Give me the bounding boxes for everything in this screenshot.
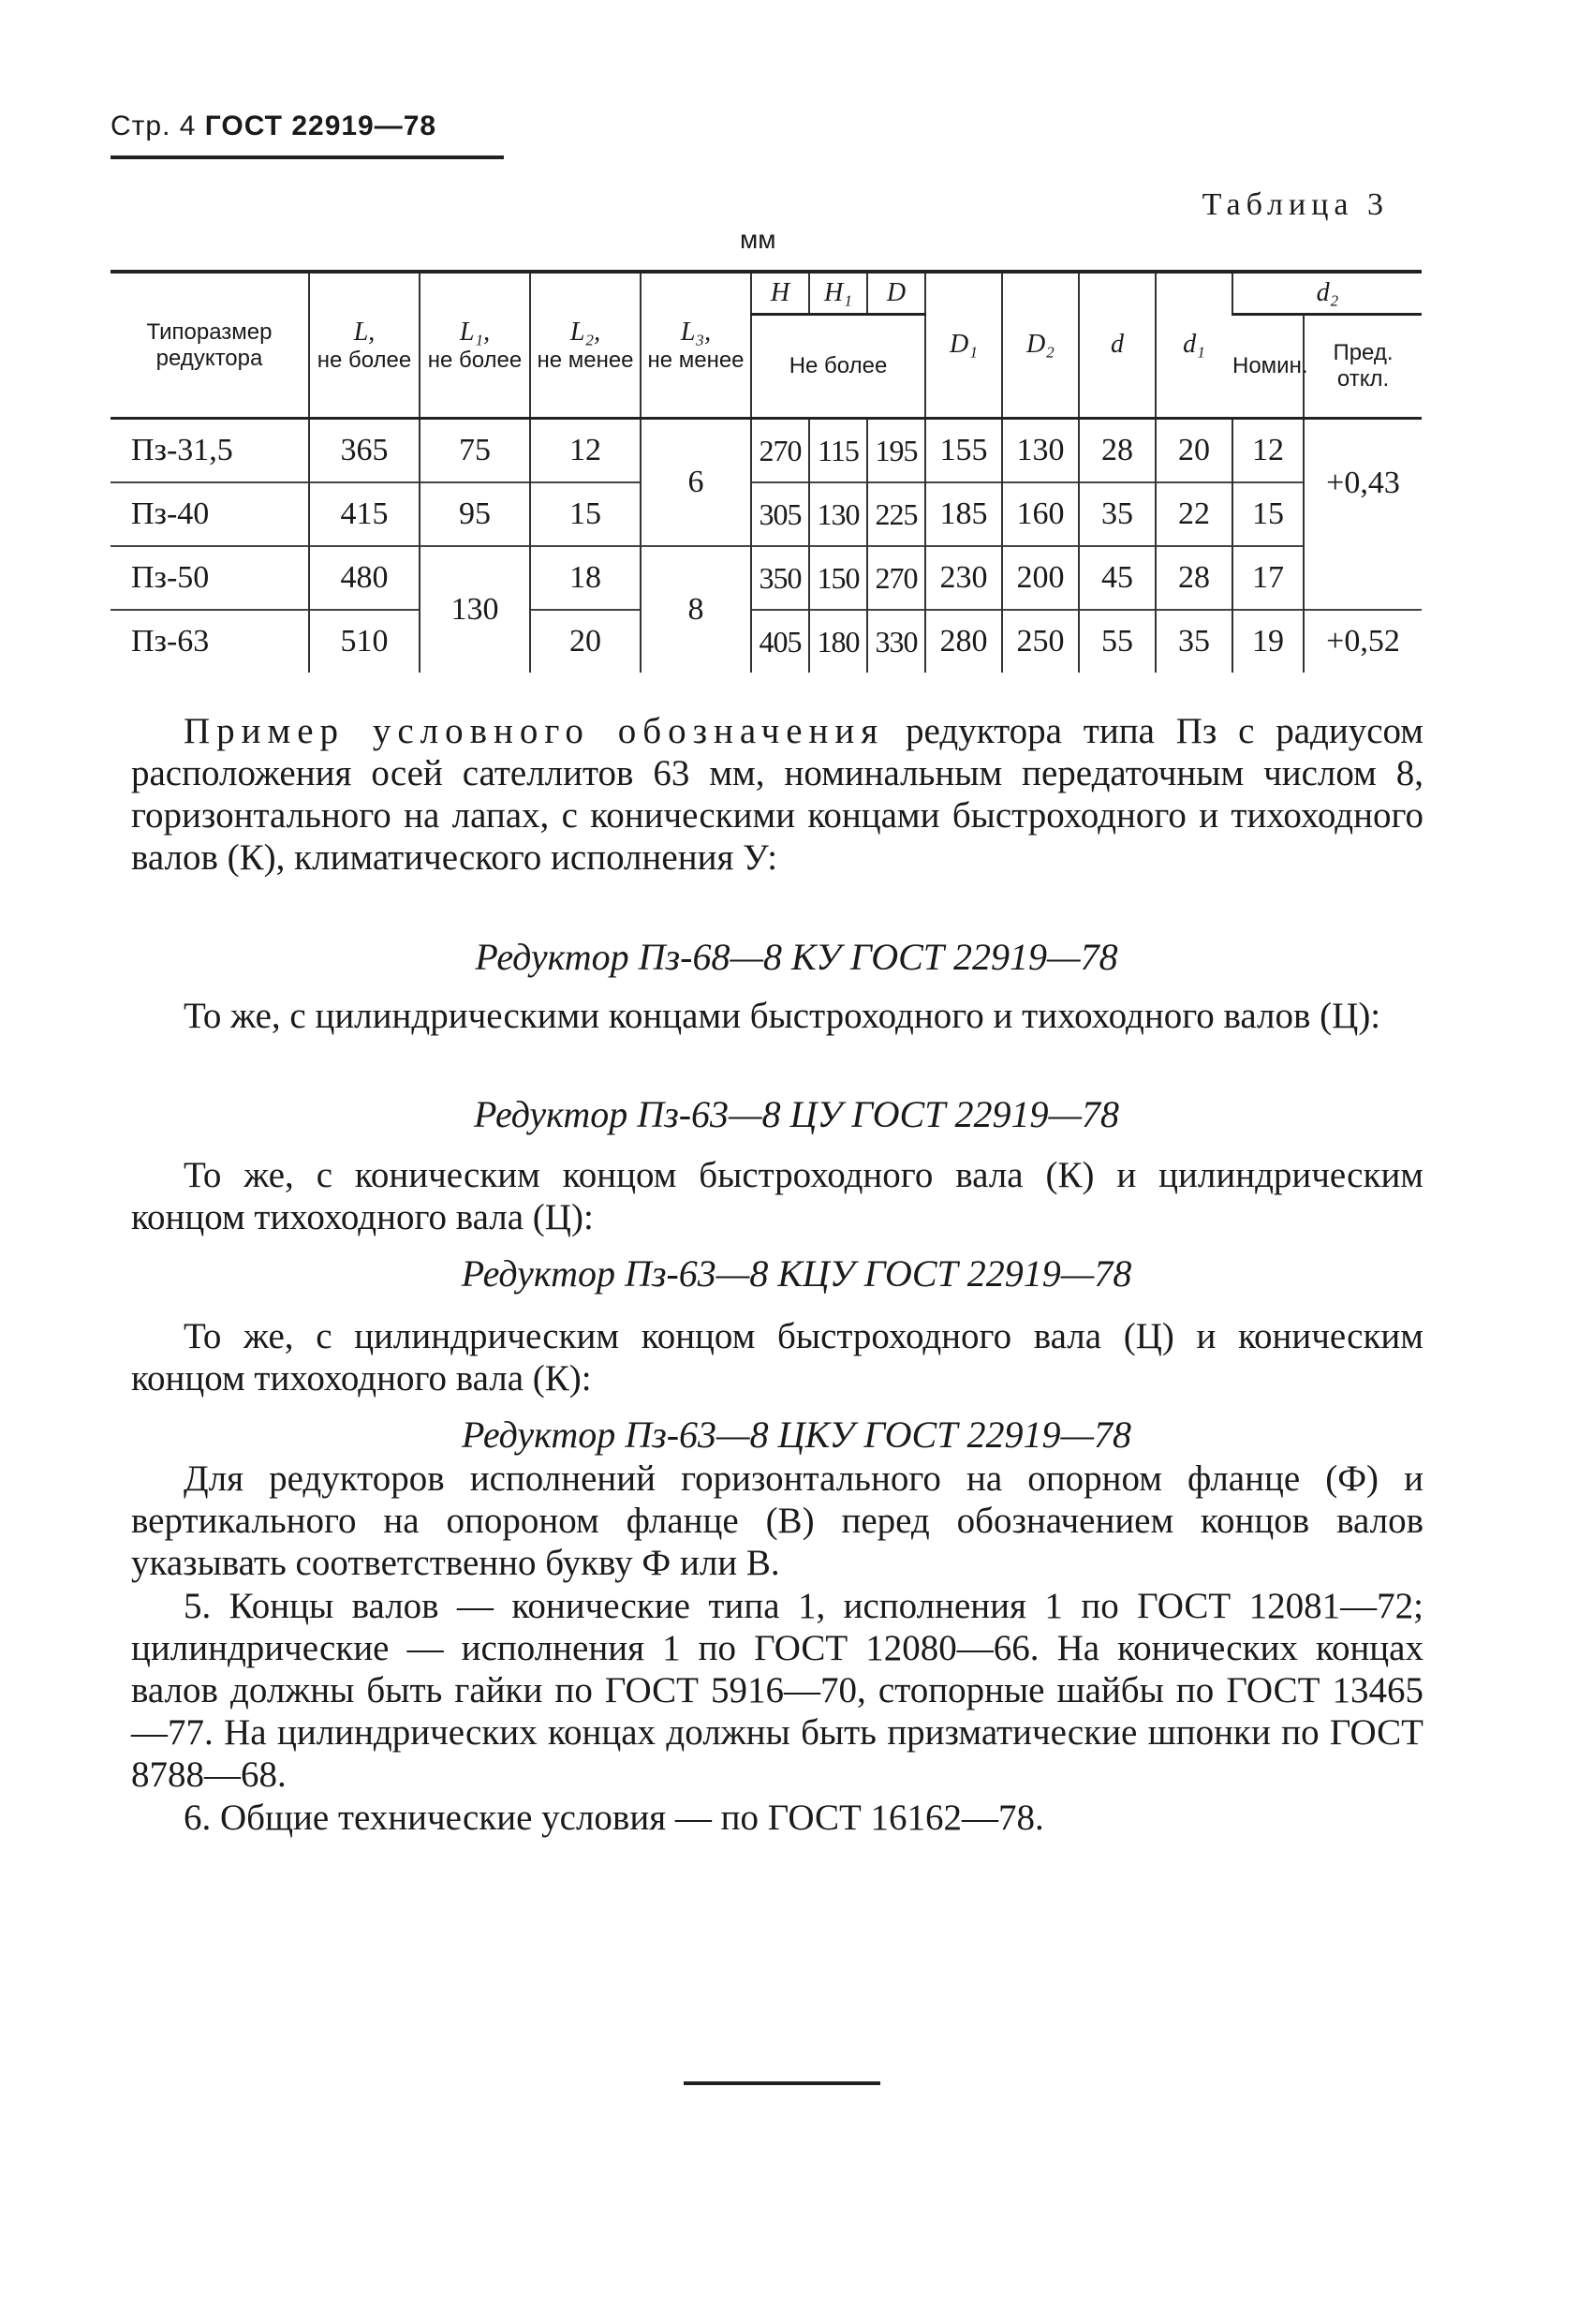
cell-L: 510: [309, 610, 420, 673]
header-underline: [111, 155, 504, 159]
table-row: [111, 419, 1422, 483]
col-D: D: [867, 272, 925, 315]
table-unit: мм: [740, 225, 776, 254]
cell-L: 415: [309, 482, 420, 546]
paragraph-3: То же, с коническим концом быстроходного вала (К) и цилиндрическим концом тихоходного вала (Ц):: [131, 1155, 1423, 1237]
example-heading: Пример условного обозначения: [184, 711, 885, 751]
cell-H: 350: [751, 546, 809, 610]
paragraph-4: То же, с цилиндрическим концом быстроходного вала (Ц) и коническим концом тихоходного вала (К):: [131, 1316, 1423, 1399]
cell-H1: 115: [809, 419, 867, 483]
cell-L1: 95: [420, 482, 530, 546]
dimensions-table-wrapper: [111, 270, 1422, 673]
cell-L2: 12: [530, 419, 641, 483]
cell-D: 270: [867, 546, 925, 610]
table-row: [111, 610, 1422, 673]
cell-L: 365: [309, 419, 420, 483]
designation-example-4: Редуктор Пз-63—8 ЦКУ ГОСТ 22919—78: [461, 1414, 1132, 1456]
col-L1: L₁, не более: [420, 272, 530, 419]
cell-d1: 22: [1156, 482, 1232, 546]
cell-D: 225: [867, 482, 925, 546]
col-d2-nom: Номин.: [1232, 315, 1304, 419]
page-header: [111, 111, 436, 142]
cell-d1: 28: [1156, 546, 1232, 610]
cell-name: Пз-31,5: [131, 433, 233, 467]
paragraph-text: редуктора типа Пз с радиусом расположения осей сателлитов 63 мм, номинальным передаточным числом 8, горизонтального на лапах, с коническими концами быстроходного и тихоходного валов (К), климатического исполнения У:: [131, 711, 1423, 878]
cell-tol: +0,52: [1304, 610, 1422, 673]
standard-number: ГОСТ 22919—78: [204, 111, 437, 141]
cell-H: 405: [751, 610, 809, 673]
cell-L1: 75: [420, 419, 530, 483]
cell-d: 28: [1079, 419, 1156, 483]
table-row: [111, 546, 1422, 610]
cell-L: 480: [309, 546, 420, 610]
col-d: d: [1079, 272, 1156, 419]
cell-D2: 200: [1002, 546, 1079, 610]
col-L3: L₃, не менее: [641, 272, 751, 419]
cell-L3: 6: [641, 419, 751, 547]
col-L: L, не более: [309, 272, 420, 419]
cell-D1: 155: [925, 419, 1002, 483]
cell-H1: 180: [809, 610, 867, 673]
cell-d: 35: [1079, 482, 1156, 546]
cell-L2: 15: [530, 482, 641, 546]
table-row: [111, 482, 1422, 546]
paragraph-example-intro: [131, 710, 1423, 879]
cell-D: 330: [867, 610, 925, 673]
end-rule: [684, 2081, 880, 2085]
dimensions-table: [111, 270, 1422, 673]
paragraph-2: То же, с цилиндрическими концами быстроходного и тихоходного валов (Ц):: [184, 996, 1381, 1036]
cell-d: 55: [1079, 610, 1156, 673]
cell-nom: 19: [1232, 610, 1304, 673]
cell-tol: +0,43: [1304, 419, 1422, 547]
cell-L2: 20: [530, 610, 641, 673]
col-D2: D₂: [1002, 272, 1079, 419]
designation-example-2: Редуктор Пз-63—8 ЦУ ГОСТ 22919—78: [473, 1093, 1120, 1135]
cell-d: 45: [1079, 546, 1156, 610]
cell-name: Пз-50: [111, 546, 309, 610]
cell-name: Пз-63: [111, 610, 309, 673]
cell-d1: 20: [1156, 419, 1232, 483]
col-d1: d₁: [1156, 272, 1232, 419]
page-label: Стр. 4: [111, 111, 197, 141]
cell-L2: 18: [530, 546, 641, 610]
cell-L1: 130: [420, 546, 530, 673]
cell-nom: 17: [1232, 546, 1304, 610]
cell-H: 270: [751, 419, 809, 483]
cell-D: 195: [867, 419, 925, 483]
table-label: Таблица 3: [1202, 187, 1389, 222]
cell-D1: 185: [925, 482, 1002, 546]
cell-D2: 160: [1002, 482, 1079, 546]
paragraph-item-5: 5. Концы валов — конические типа 1, исполнения 1 по ГОСТ 12081—72; цилиндрические — исполнения 1 по ГОСТ 12080—66. На конических концах валов должны быть гайки по ГОСТ 5916—70, стопорные шайбы по ГОСТ 13465—77. На цилиндрических концах должны быть призматические шпонки по ГОСТ 8788—68.: [131, 1586, 1423, 1795]
paragraph-item-6: 6. Общие технические условия — по ГОСТ 16162—78.: [184, 1798, 1044, 1838]
cell-name: Пз-40: [111, 482, 309, 546]
col-D1: D₁: [925, 272, 1002, 419]
group-note: Не более: [751, 315, 925, 419]
col-H: H: [751, 272, 809, 315]
col-d2-tol: Пред. откл.: [1304, 315, 1422, 419]
cell-D1: 280: [925, 610, 1002, 673]
col-d2: d₂: [1232, 272, 1422, 315]
designation-example-3: Редуктор Пз-63—8 КЦУ ГОСТ 22919—78: [461, 1252, 1132, 1295]
cell-H1: 150: [809, 546, 867, 610]
cell-H: 305: [751, 482, 809, 546]
cell-nom: 12: [1232, 419, 1304, 483]
paragraph-5: Для редукторов исполнений горизонтального на опорном фланце (Ф) и вертикального на опороном фланце (В) перед обозначением концов валов указывать соответственно букву Ф или В.: [131, 1458, 1423, 1583]
cell-L3: 8: [641, 546, 751, 673]
cell-nom: 15: [1232, 482, 1304, 546]
cell-H1: 130: [809, 482, 867, 546]
col-L2: L₂, не менее: [530, 272, 641, 419]
cell-D2: 130: [1002, 419, 1079, 483]
cell-D1: 230: [925, 546, 1002, 610]
col-typesize: Типоразмер редуктора: [111, 272, 309, 419]
cell-D2: 250: [1002, 610, 1079, 673]
cell-tol: [1304, 546, 1422, 610]
cell-d1: 35: [1156, 610, 1232, 673]
designation-example-1: Редуктор Пз-68—8 КУ ГОСТ 22919—78: [475, 936, 1118, 978]
col-H1: H₁: [809, 272, 867, 315]
